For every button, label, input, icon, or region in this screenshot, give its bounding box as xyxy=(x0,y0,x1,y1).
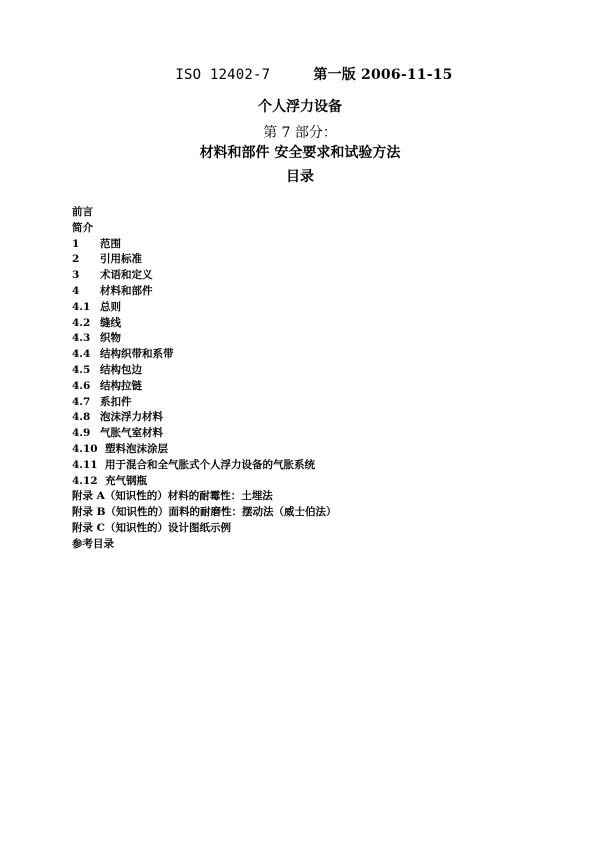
toc-entry-title: 结构包边 xyxy=(100,363,142,376)
toc-entry[interactable] xyxy=(72,521,532,537)
toc-entry-title: 简介 xyxy=(72,221,93,234)
toc-entry[interactable] xyxy=(72,268,532,284)
toc-entry-title: 用于混合和全气胀式个人浮力设备的气胀系统 xyxy=(105,458,315,471)
toc-entry-title: 缝线 xyxy=(100,316,121,329)
toc-entry-number: 4.12 xyxy=(72,474,98,487)
toc-entry[interactable] xyxy=(72,537,532,553)
toc-entry-number: 1 xyxy=(72,237,80,250)
toc-entry-title: 结构织带和系带 xyxy=(100,348,174,361)
toc-entry[interactable] xyxy=(72,316,532,332)
toc-entry-title: 附录 C（知识性的）设计图纸示例 xyxy=(72,521,232,534)
toc-entry[interactable] xyxy=(72,379,532,395)
toc-entry-number: 4.4 xyxy=(72,348,91,361)
toc-entry-number: 2 xyxy=(72,253,80,266)
document-part: 第 7 部分： xyxy=(263,125,337,141)
toc-entry-number: 3 xyxy=(72,269,80,282)
document-subtitle: 材料和部件 安全要求和试验方法 xyxy=(199,145,401,161)
toc-entry-title: 泡沫浮力材料 xyxy=(100,411,163,424)
toc-entry-title: 充气钢瓶 xyxy=(105,474,147,487)
toc-entry-number: 4.11 xyxy=(72,458,98,471)
standard-number: ISO 12402-7 xyxy=(175,67,271,83)
toc-entry[interactable] xyxy=(72,284,532,300)
toc-entry[interactable] xyxy=(72,458,532,474)
edition-date: 第一版 2006-11-15 xyxy=(313,67,453,83)
toc-entry-number: 4.5 xyxy=(72,363,91,376)
toc-heading: 目录 xyxy=(286,169,314,185)
toc-entry-title: 前言 xyxy=(72,206,93,218)
toc-entry-title: 术语和定义 xyxy=(100,269,153,282)
toc-entry-title: 参考目录 xyxy=(72,537,114,550)
toc-entry-number: 4.3 xyxy=(72,332,91,345)
toc-entry[interactable] xyxy=(72,395,532,411)
toc-entry-title: 总则 xyxy=(100,300,121,313)
toc-entry-title: 塑料泡沫涂层 xyxy=(105,442,168,455)
toc-entry[interactable] xyxy=(72,505,532,521)
toc-entry-title: 气胀气室材料 xyxy=(100,427,163,440)
toc-entry[interactable] xyxy=(72,426,532,442)
toc-entry-title: 范围 xyxy=(100,237,121,250)
toc-entry[interactable] xyxy=(72,221,532,237)
toc-entry-number: 4.2 xyxy=(72,316,91,329)
toc-entry[interactable] xyxy=(72,205,532,221)
toc-entry-number: 4.1 xyxy=(72,300,91,313)
toc-entry-number: 4.8 xyxy=(72,411,91,424)
toc-entry-number: 4.10 xyxy=(72,442,98,455)
toc-entry[interactable] xyxy=(72,252,532,268)
toc-entry-title: 材料和部件 xyxy=(100,284,153,297)
toc-entry-title: 结构拉链 xyxy=(100,379,142,392)
toc-entry[interactable] xyxy=(72,300,532,316)
toc-entry[interactable] xyxy=(72,363,532,379)
toc-entry-title: 附录 A（知识性的）材料的耐霉性：土埋法 xyxy=(72,490,273,503)
toc-entry[interactable] xyxy=(72,347,532,363)
toc-entry-title: 系扣件 xyxy=(100,395,132,408)
toc-entry[interactable] xyxy=(72,442,532,458)
document-title: 个人浮力设备 xyxy=(258,99,342,115)
toc-entry[interactable] xyxy=(72,410,532,426)
toc-entry[interactable] xyxy=(72,474,532,490)
toc-entry-number: 4.7 xyxy=(72,395,91,408)
toc-entry-number: 4 xyxy=(72,284,80,297)
toc-entry[interactable] xyxy=(72,237,532,253)
toc-entry-number: 4.9 xyxy=(72,427,91,440)
toc-entry[interactable] xyxy=(72,331,532,347)
table-of-contents xyxy=(72,205,532,553)
toc-entry-title: 引用标准 xyxy=(100,253,142,266)
toc-entry-title: 织物 xyxy=(100,332,121,345)
document-header xyxy=(0,64,600,84)
toc-entry-title: 附录 B（知识性的）面料的耐磨性：摆动法（威士伯法） xyxy=(72,506,337,519)
toc-entry-number: 4.6 xyxy=(72,379,91,392)
toc-entry[interactable] xyxy=(72,489,532,505)
